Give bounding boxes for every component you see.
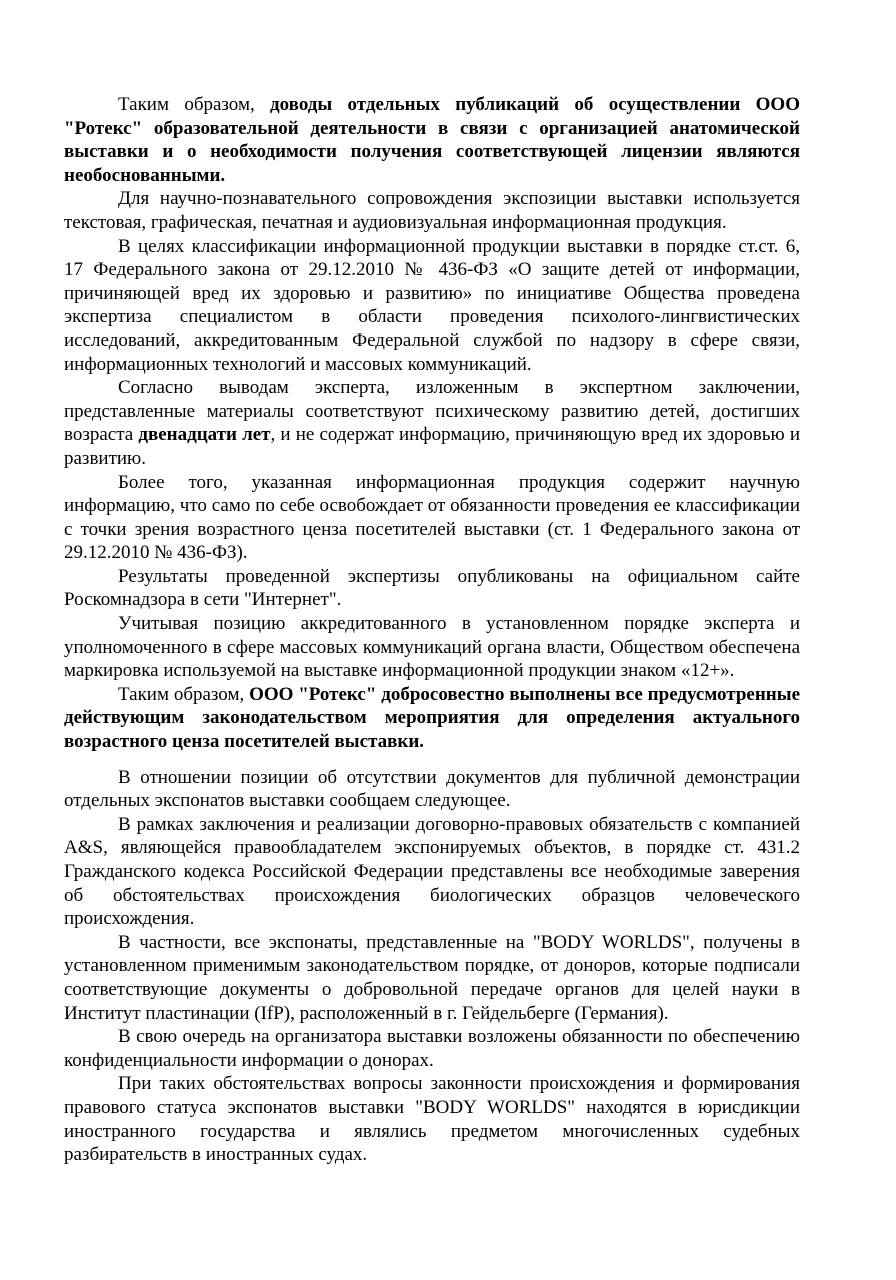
paragraph-5 xyxy=(64,471,800,565)
paragraph-2 xyxy=(64,187,800,234)
paragraph-11 xyxy=(64,931,800,1025)
text-run: В целях классификации информационной продукции выставки в порядке ст.ст. 6, 17 Федерального закона от 29.12.2010 № 436-ФЗ «О защите детей от информации, причиняющей вред их здоровью и развитию» по инициативе Общества проведена экспертиза специалистом в области проведения психолого-лингвистических исследований, аккредитованным Федеральной службой по надзору в сфере связи, информационных технологий и массовых коммуникаций. xyxy=(64,235,800,375)
bold-text: доводы отдельных публикаций об осуществлении ООО "Ротекс" образовательной деятельности в связи с организацией анатомической выставки и о необходимости получения соответствующей лицензии являются необоснованными. xyxy=(64,94,800,186)
text-run: Таким образом, xyxy=(118,94,271,115)
paragraph-12 xyxy=(64,1025,800,1072)
paragraph-8 xyxy=(64,683,800,754)
text-run: При таких обстоятельствах вопросы законности происхождения и формирования правового статуса экспонатов выставки "BODY WORLDS" находятся в юрисдикции иностранного государства и являлись предметом многочисленных судебных разбирательств в иностранных судах. xyxy=(64,1073,800,1166)
paragraph-6 xyxy=(64,565,800,612)
text-run: Более того, указанная информационная продукция содержит научную информацию, что само по себе освобождает от обязанности проведения ее классификации с точки зрения возрастного ценза посетителей выставки (ст. 1 Федерального закона от 29.12.2010 № 436-ФЗ). xyxy=(64,471,800,564)
text-run: Учитывая позицию аккредитованного в установленном порядке эксперта и уполномоченного в сфере массовых коммуникаций органа власти, Обществом обеспечена маркировка используемой на выставке информационной продукции знаком «12+». xyxy=(64,613,800,682)
paragraph-7 xyxy=(64,612,800,683)
text-run: Результаты проведенной экспертизы опубликованы на официальном сайте Роскомнадзора в сети "Интернет". xyxy=(64,565,800,611)
text-run: Согласно выводам эксперта, изложенным в экспертном заключении, представленные материалы соответствуют психическому развитию детей, достигших возраста xyxy=(64,377,800,446)
paragraph-9 xyxy=(64,766,800,813)
paragraph-13 xyxy=(64,1072,800,1166)
text-run: Для научно-познавательного сопровождения экспозиции выставки используется текстовая, графическая, печатная и аудиовизуальная информационная продукция. xyxy=(64,188,800,233)
text-run: В отношении позиции об отсутствии документов для публичной демонстрации отдельных экспонатов выставки сообщаем следующее. xyxy=(64,766,800,812)
text-run: , и не содержат информацию, причиняющую вред их здоровью и развитию. xyxy=(64,424,801,469)
bold-text: двенадцати лет xyxy=(138,424,271,446)
document-body xyxy=(64,93,800,1167)
paragraph-4 xyxy=(64,376,800,470)
paragraph-3 xyxy=(64,235,800,377)
text-run: В частности, все экспонаты, представленные на "BODY WORLDS", получены в установленном применимым законодательством порядке, от доноров, которые подписали соответствующие документы о добровольной передаче органов для целей науки в Институт пластинации (IfP), расположенный в г. Гейдельберге (Германия). xyxy=(64,931,800,1024)
paragraph-1 xyxy=(64,93,800,187)
text-run: В рамках заключения и реализации договорно-правовых обязательств с компанией A&S, являющейся правообладателем экспонируемых объектов, в порядке ст. 431.2 Гражданского кодекса Российской Федерации представлены все необходимые заверения об обстоятельствах происхождения биологических образцов человеческого происхождения. xyxy=(64,813,800,930)
bold-text: ООО "Ротекс" добросовестно выполнены все предусмотренные действующим законодательством мероприятия для определения актуального возрастного ценза посетителей выставки. xyxy=(64,683,800,753)
paragraph-10 xyxy=(64,813,800,931)
text-run: В свою очередь на организатора выставки возложены обязанности по обеспечению конфиденциальности информации о донорах. xyxy=(64,1026,800,1071)
text-run: Таким образом, xyxy=(118,683,250,705)
